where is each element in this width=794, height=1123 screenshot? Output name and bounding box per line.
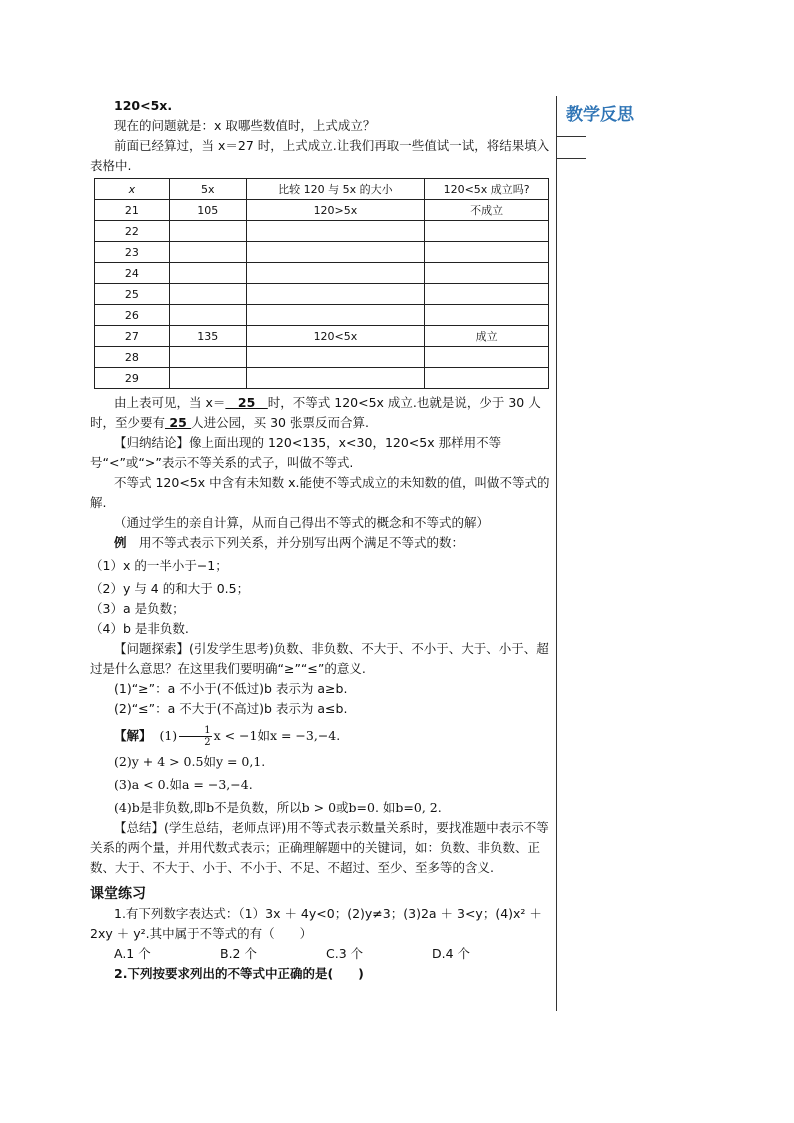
solution-definition: 不等式 120<5x 中含有未知数 x.能使不等式成立的未知数的值，叫做不等式的解. bbox=[90, 475, 550, 510]
table-cell bbox=[425, 305, 549, 326]
explore-paragraph: 【问题探索】(引发学生思考)负数、非负数、不大于、不小于、大于、小于、超过是什么意思？在这里我们要明确“≥”“≤”的意义. bbox=[90, 641, 549, 676]
example-label: 例 bbox=[114, 535, 127, 550]
table-cell: 24 bbox=[95, 263, 170, 284]
table-cell bbox=[425, 284, 549, 305]
table-cell bbox=[425, 263, 549, 284]
table-row bbox=[95, 368, 549, 389]
example-heading bbox=[90, 533, 552, 553]
value-table bbox=[94, 178, 549, 389]
solution-line-3: (3)a < 0.如a = −3,−4. bbox=[114, 777, 253, 792]
column-divider bbox=[556, 96, 557, 1011]
table-cell: 不成立 bbox=[425, 200, 549, 221]
reflection-column bbox=[566, 100, 716, 125]
table-cell bbox=[246, 221, 425, 242]
table-row bbox=[95, 242, 549, 263]
table-header-row bbox=[95, 179, 549, 200]
intro-line-2: 现在的问题就是：x 取哪些数值时，上式成立？ bbox=[114, 118, 376, 133]
answer-blank: 25 bbox=[225, 395, 268, 410]
question-2: 2.下列按要求列出的不等式中正确的是( ) bbox=[114, 966, 364, 981]
table-cell bbox=[246, 263, 425, 284]
table-cell: 27 bbox=[95, 326, 170, 347]
table-header: 比较 120 与 5x 的大小 bbox=[246, 179, 425, 200]
table-cell: 120<5x bbox=[246, 326, 425, 347]
table-header: x bbox=[95, 179, 170, 200]
practice-title: 课堂练习 bbox=[90, 886, 146, 902]
table-cell: 成立 bbox=[425, 326, 549, 347]
example-item: （3）a 是负数； bbox=[90, 601, 185, 616]
solution-line-4: (4)b是非负数,即b不是负数，所以b > 0或b=0. 如b=0, 2. bbox=[114, 800, 442, 815]
summary-paragraph: 【总结】(学生总结，老师点评)用不等式表示数量关系时，要找准题中表示不等关系的两个量，并用代数式表示；正确理解题中的关键词，如：负数、非负数、正数、大于、不大于、小于、不小于、不足、不超过、至少、至多等的含义. bbox=[90, 820, 549, 875]
table-cell bbox=[246, 284, 425, 305]
table-cell bbox=[169, 305, 246, 326]
text-span: (1) bbox=[159, 728, 178, 743]
table-header: 5x bbox=[169, 179, 246, 200]
answer-blank: 25 bbox=[165, 415, 192, 430]
reflection-title: 教学反思 bbox=[566, 105, 634, 125]
table-row bbox=[95, 305, 549, 326]
teaching-note: （通过学生的亲自计算，从而自己得出不等式的概念和不等式的解） bbox=[114, 515, 490, 530]
conclusion-paragraph bbox=[90, 393, 552, 433]
table-cell: 120>5x bbox=[246, 200, 425, 221]
option: B.2 个 bbox=[220, 946, 257, 961]
table-cell bbox=[169, 263, 246, 284]
example-item: （4）b 是非负数. bbox=[90, 621, 189, 636]
table-cell bbox=[246, 242, 425, 263]
side-rule bbox=[556, 136, 586, 137]
meaning-item: (1)“≥”：a 不小于(不低过)b 表示为 a≥b. bbox=[114, 681, 348, 696]
intro-line-1: 120<5x. bbox=[114, 98, 173, 113]
fraction-numerator: 1 bbox=[179, 725, 211, 737]
table-cell bbox=[169, 347, 246, 368]
question-1-options bbox=[90, 944, 552, 964]
table-cell: 105 bbox=[169, 200, 246, 221]
solution-line-2: (2)y + 4 > 0.5如y = 0,1. bbox=[114, 754, 266, 769]
table-row bbox=[95, 221, 549, 242]
fraction bbox=[179, 725, 211, 748]
table-cell: 135 bbox=[169, 326, 246, 347]
option: C.3 个 bbox=[326, 946, 364, 961]
side-rule bbox=[556, 158, 586, 159]
intro-line-3: 前面已经算过，当 x＝27 时，上式成立.让我们再取一些值试一试，将结果填入表格中. bbox=[90, 138, 550, 173]
table-row bbox=[95, 284, 549, 305]
text-span: 由上表可见，当 x＝ bbox=[114, 395, 226, 410]
table-cell bbox=[246, 347, 425, 368]
solution-label: 【解】 bbox=[114, 728, 152, 743]
example-item: （1）x 的一半小于−1； bbox=[90, 558, 228, 573]
table-cell: 25 bbox=[95, 284, 170, 305]
summary-definition: 【归纳结论】像上面出现的 120<135，x<30，120<5x 那样用不等号“<”或“>”表示不等关系的式子，叫做不等式. bbox=[90, 435, 502, 470]
meaning-item: (2)“≤”：a 不大于(不高过)b 表示为 a≤b. bbox=[114, 701, 348, 716]
example-text: 用不等式表示下列关系，并分别写出两个满足不等式的数： bbox=[126, 535, 465, 550]
table-cell bbox=[425, 347, 549, 368]
option: D.4 个 bbox=[432, 946, 471, 961]
table-cell bbox=[169, 284, 246, 305]
solution-line-1 bbox=[90, 723, 552, 749]
table-cell bbox=[425, 368, 549, 389]
table-cell: 28 bbox=[95, 347, 170, 368]
table-row bbox=[95, 326, 549, 347]
table-header: 120<5x 成立吗? bbox=[425, 179, 549, 200]
table-cell bbox=[169, 221, 246, 242]
table-cell bbox=[246, 368, 425, 389]
table-row bbox=[95, 200, 549, 221]
example-item: （2）y 与 4 的和大于 0.5； bbox=[90, 581, 250, 596]
table-cell: 26 bbox=[95, 305, 170, 326]
fraction-denominator: 2 bbox=[204, 737, 211, 748]
table-cell: 29 bbox=[95, 368, 170, 389]
option: A.1 个 bbox=[114, 946, 151, 961]
lesson-content bbox=[90, 96, 552, 984]
table-row bbox=[95, 347, 549, 368]
table-cell: 21 bbox=[95, 200, 170, 221]
table-cell: 22 bbox=[95, 221, 170, 242]
text-span: 人进公园，买 30 张票反而合算. bbox=[191, 415, 369, 430]
text-span: 时，不等式 120<5x 成立.也就是说，少于 30 人时，至少要有 bbox=[90, 395, 541, 430]
table-cell bbox=[169, 242, 246, 263]
table-row bbox=[95, 263, 549, 284]
text-span: x < −1如x = −3,−4. bbox=[213, 728, 341, 743]
table-cell bbox=[246, 305, 425, 326]
table-cell: 23 bbox=[95, 242, 170, 263]
table-cell bbox=[425, 221, 549, 242]
table-cell bbox=[169, 368, 246, 389]
table-cell bbox=[425, 242, 549, 263]
question-1: 1.有下列数字表达式：（1）3x ＋ 4y<0；(2)y≠3；(3)2a ＋ 3<y；(4)x² ＋ 2xy ＋ y².其中属于不等式的有（ ） bbox=[90, 906, 542, 941]
